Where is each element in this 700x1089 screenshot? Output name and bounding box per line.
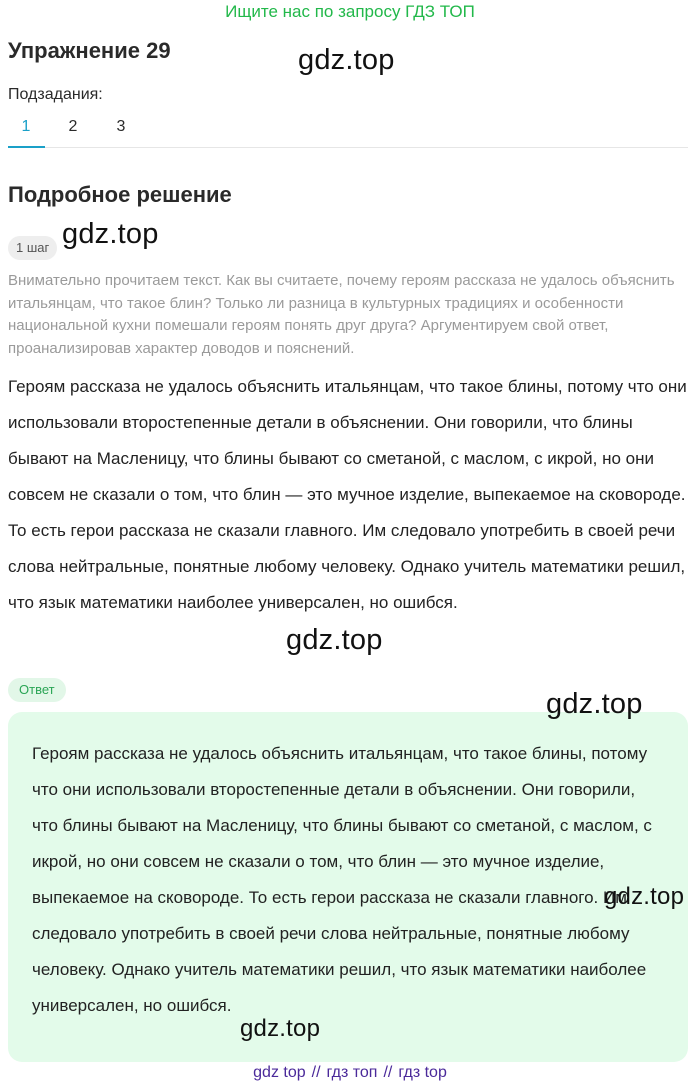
watermark: gdz.top [286,624,383,656]
footer-separator: // [311,1064,321,1081]
solution-title: Подробное решение [8,182,232,207]
footer-links [0,1064,700,1082]
watermark: gdz.top [298,44,395,76]
search-banner[interactable]: Ищите нас по запросу ГДЗ ТОП [225,2,475,21]
tab-subtask-3[interactable]: 3 [116,118,126,135]
footer-separator: // [383,1064,393,1081]
watermark: gdz.top [62,218,159,250]
answer-badge: Ответ [8,678,66,702]
tab-subtask-1[interactable]: 1 [21,118,31,135]
watermark: gdz.top [604,883,685,910]
exercise-title: Упражнение 29 [8,38,171,63]
solution-text: Героям рассказа не удалось объяснить итальянцам, что такое блины, потому что они использовали второстепенные детали в объяснении. Они говорили, что блины бывают на Масленицу, что блины бывают со сметаной, с маслом, с икрой, но они совсем не сказали о том, что блин — это мучное изделие, выпекаемое на сковороде. То есть герои рассказа не сказали главного. Им следовало употребить в своей речи слова нейтральные, понятные любому человеку. Однако учитель математики решил, что язык математики наиболее универсален, но ошибся. [8,377,687,612]
task-hint: Внимательно прочитаем текст. Как вы считаете, почему героям рассказа не удалось объяснить итальянцам, что такое блин? Только ли разница в культурных традициях и особенности национальной кухни помешали героям понять друг друга? Аргументируем свой ответ, проанализировав характер доводов и пояснений. [8,272,675,357]
tab-subtask-2[interactable]: 2 [68,118,78,135]
subtasks-label: Подзадания: [8,86,103,103]
watermark: gdz.top [546,688,643,720]
watermark: gdz.top [240,1015,321,1042]
active-tab-indicator [8,146,45,148]
footer-link-gdz-top[interactable]: gdz top [253,1064,306,1081]
footer-link-gdz-top-ru[interactable]: гдз топ [326,1064,378,1081]
footer-link-gdz-top-mixed[interactable]: гдз top [398,1064,447,1081]
subtask-tabs [8,112,688,148]
step-badge: 1 шаг [8,236,57,260]
answer-text: Героям рассказа не удалось объяснить итальянцам, что такое блины, потому что они использовали второстепенные детали в объяснении. Они говорили, что блины бывают на Масленицу, что блины бывают со сметаной, с маслом, с икрой, но они совсем не сказали о том, что блин — это мучное изделие, выпекаемое на сковороде. То есть герои рассказа не сказали главного. Им следовало употребить в своей речи слова нейтральные, понятные любому человеку. Однако учитель математики решил, что язык математики наиболее универсален, но ошибся. [32,744,652,1015]
